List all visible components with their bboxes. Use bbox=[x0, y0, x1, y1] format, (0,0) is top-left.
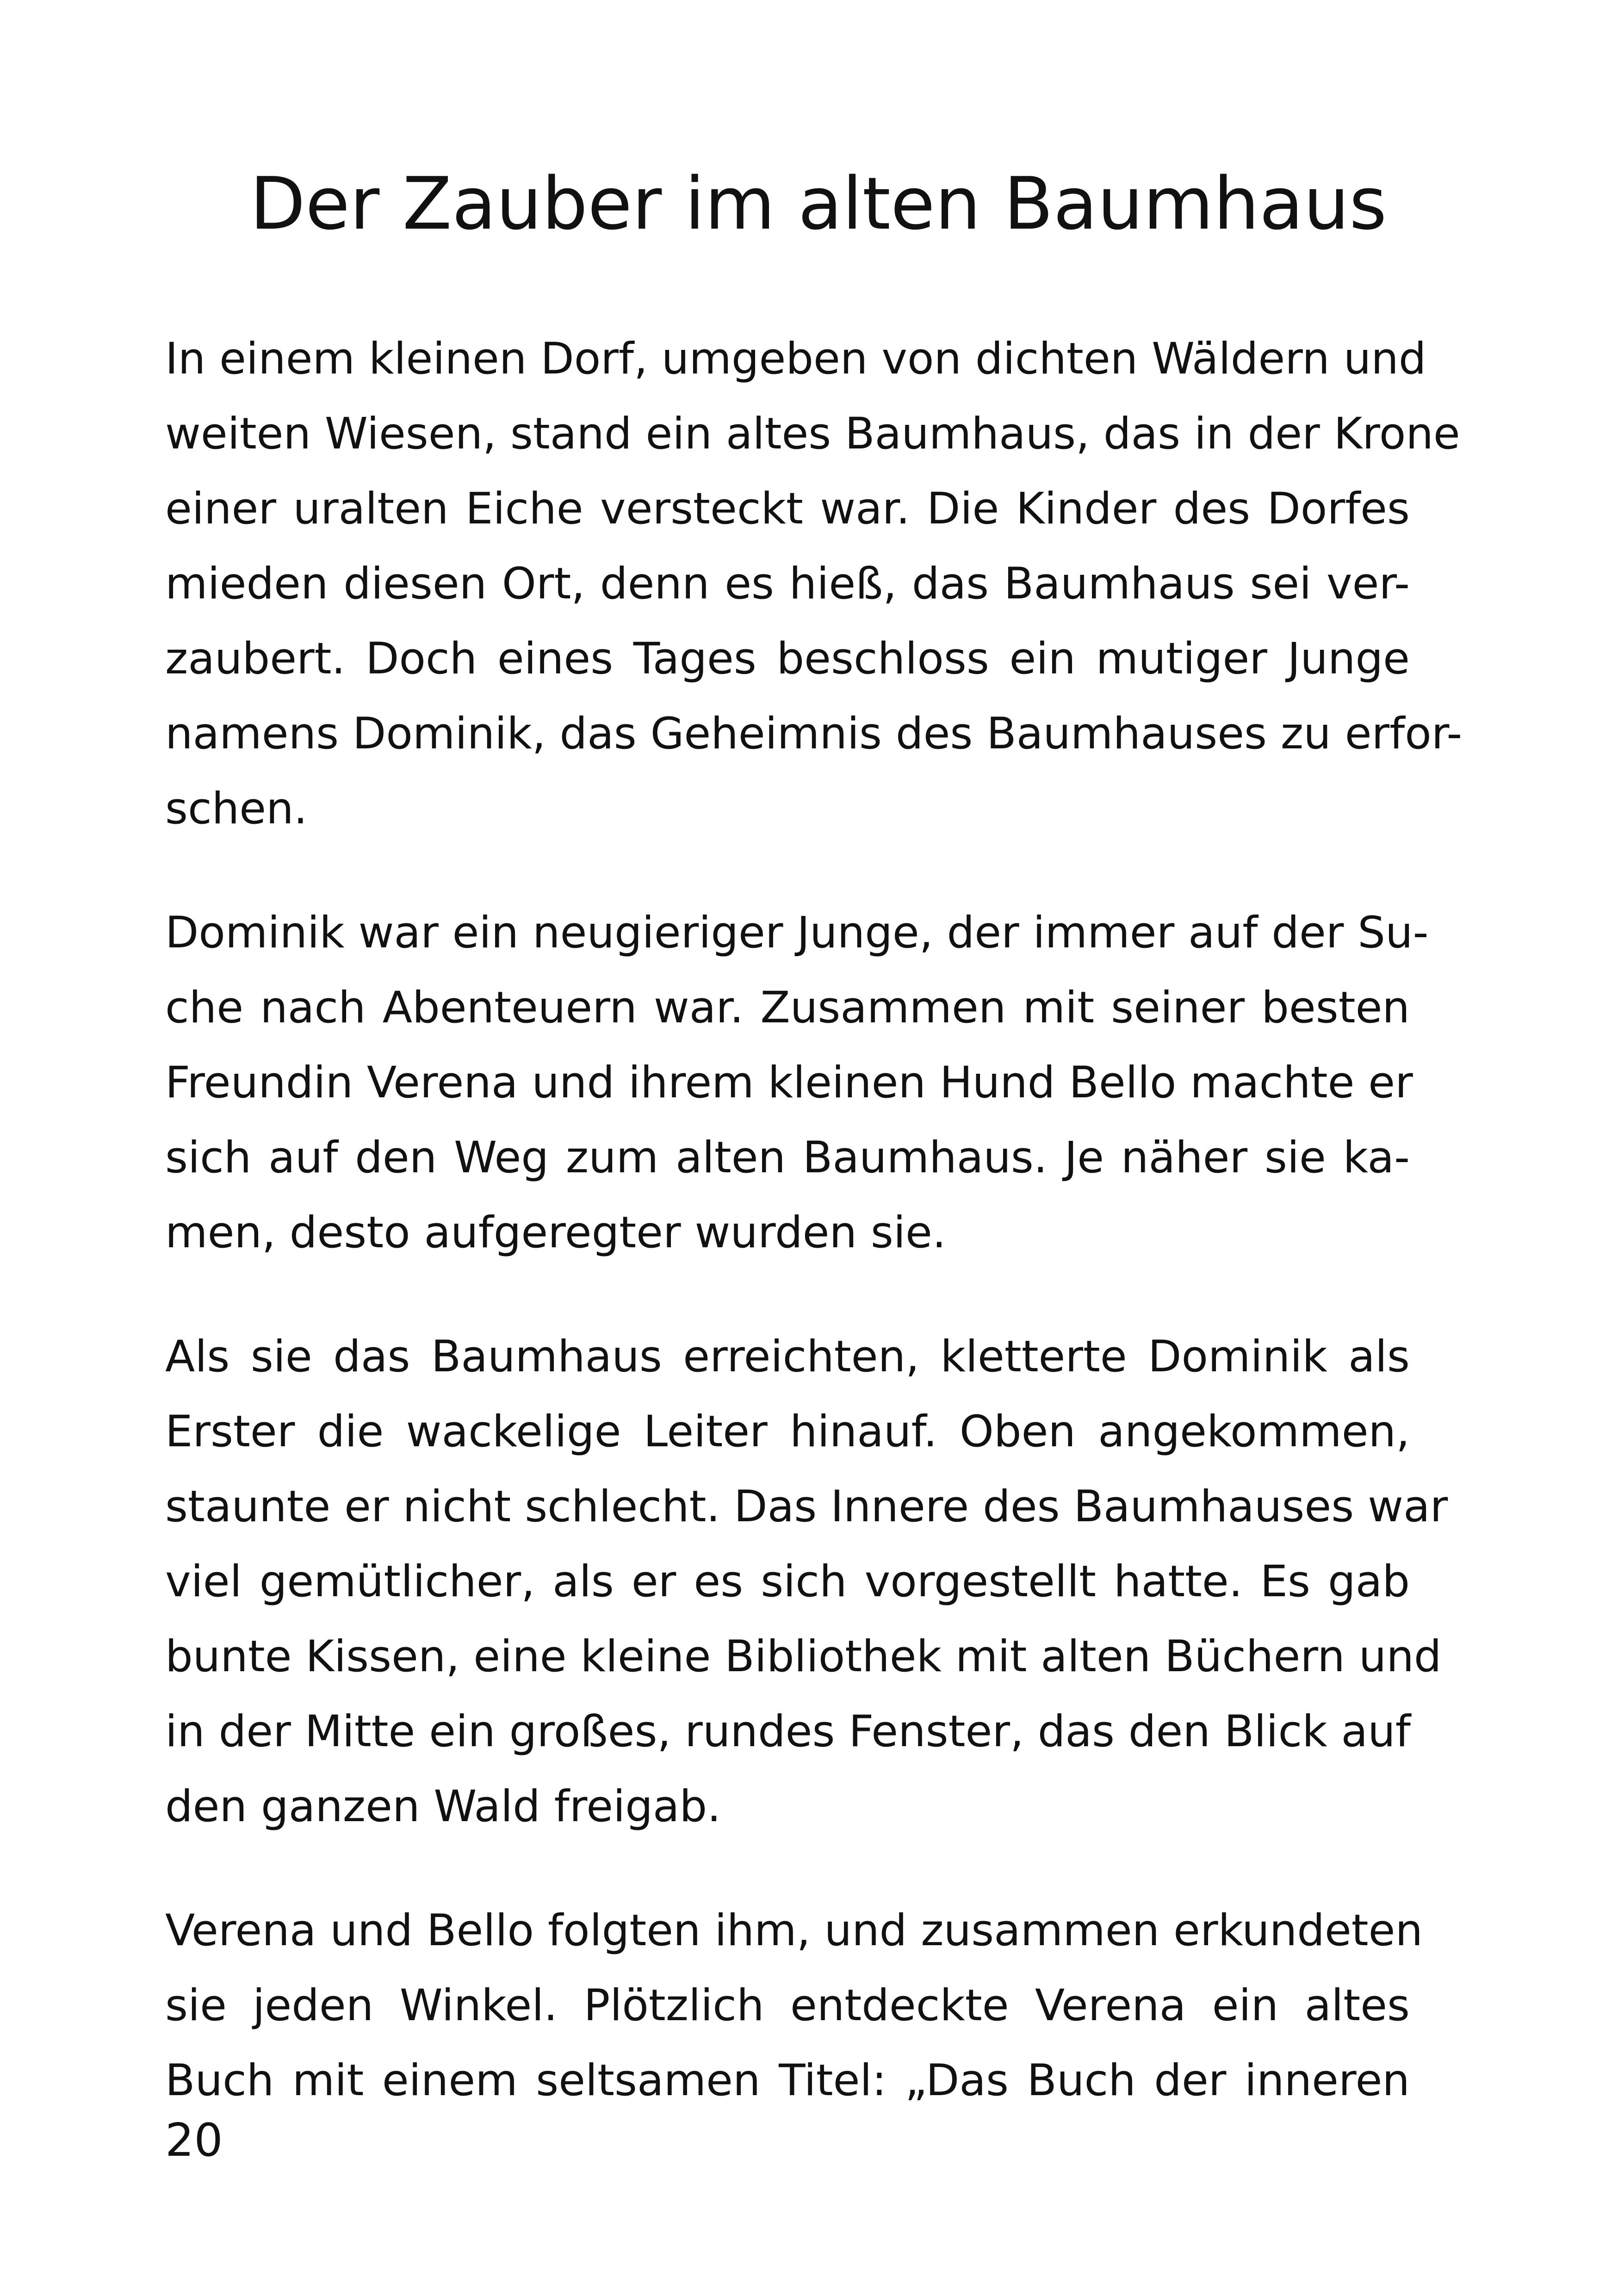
chapter-title: Der Zauber im alten Baumhaus bbox=[250, 162, 1387, 246]
text-line: Verena und Bello folgten ihm, und zusammen erkundeten bbox=[165, 1905, 1423, 1956]
page-number: 20 bbox=[165, 2114, 223, 2167]
paragraph-1 bbox=[165, 322, 1463, 846]
text-line: Dominik war ein neugieriger Junge, der immer auf der Su- bbox=[165, 908, 1429, 958]
text-line: staunte er nicht schlecht. Das Innere des Baumhauses war bbox=[165, 1481, 1448, 1532]
text-line: che nach Abenteuern war. Zusammen mit seiner besten bbox=[165, 983, 1410, 1033]
text-line: in der Mitte ein großes, rundes Fenster, das den Blick auf bbox=[165, 1706, 1411, 1757]
paragraph-3 bbox=[165, 1319, 1448, 1844]
text-line: bunte Kissen, eine kleine Bibliothek mit alten Büchern und bbox=[165, 1631, 1442, 1682]
text-line: sich auf den Weg zum alten Baumhaus. Je näher sie ka- bbox=[165, 1132, 1410, 1183]
text-line: In einem kleinen Dorf, umgeben von dichten Wäldern und bbox=[165, 334, 1426, 384]
text-line: sie jeden Winkel. Plötzlich entdeckte Verena ein altes bbox=[165, 1980, 1410, 2031]
paragraph-2 bbox=[165, 896, 1429, 1270]
text-line: men, desto aufgeregter wurden sie. bbox=[165, 1207, 946, 1258]
text-line: weiten Wiesen, stand ein altes Baumhaus, das in der Krone bbox=[165, 409, 1460, 459]
text-line: Freundin Verena und ihrem kleinen Hund Bello machte er bbox=[165, 1058, 1413, 1108]
body-text bbox=[165, 322, 1463, 2167]
text-line: namens Dominik, das Geheimnis des Baumhauses zu erfor- bbox=[165, 709, 1463, 759]
text-line: viel gemütlicher, als er es sich vorgestellt hatte. Es gab bbox=[165, 1556, 1410, 1607]
text-line: Buch mit einem seltsamen Titel: „Das Buch der inneren bbox=[165, 2055, 1410, 2106]
paragraph-4 bbox=[165, 1893, 1423, 2118]
text-line: den ganzen Wald freigab. bbox=[165, 1781, 721, 1832]
text-line: schen. bbox=[165, 784, 308, 834]
text-line: Als sie das Baumhaus erreichten, kletterte Dominik als bbox=[165, 1332, 1410, 1382]
text-line: einer uralten Eiche versteckt war. Die Kinder des Dorfes bbox=[165, 484, 1410, 534]
text-line: zaubert. Doch eines Tages beschloss ein mutiger Junge bbox=[165, 634, 1410, 684]
text-line: mieden diesen Ort, denn es hieß, das Baumhaus sei ver- bbox=[165, 559, 1410, 609]
text-line: Erster die wackelige Leiter hinauf. Oben angekommen, bbox=[165, 1406, 1410, 1457]
